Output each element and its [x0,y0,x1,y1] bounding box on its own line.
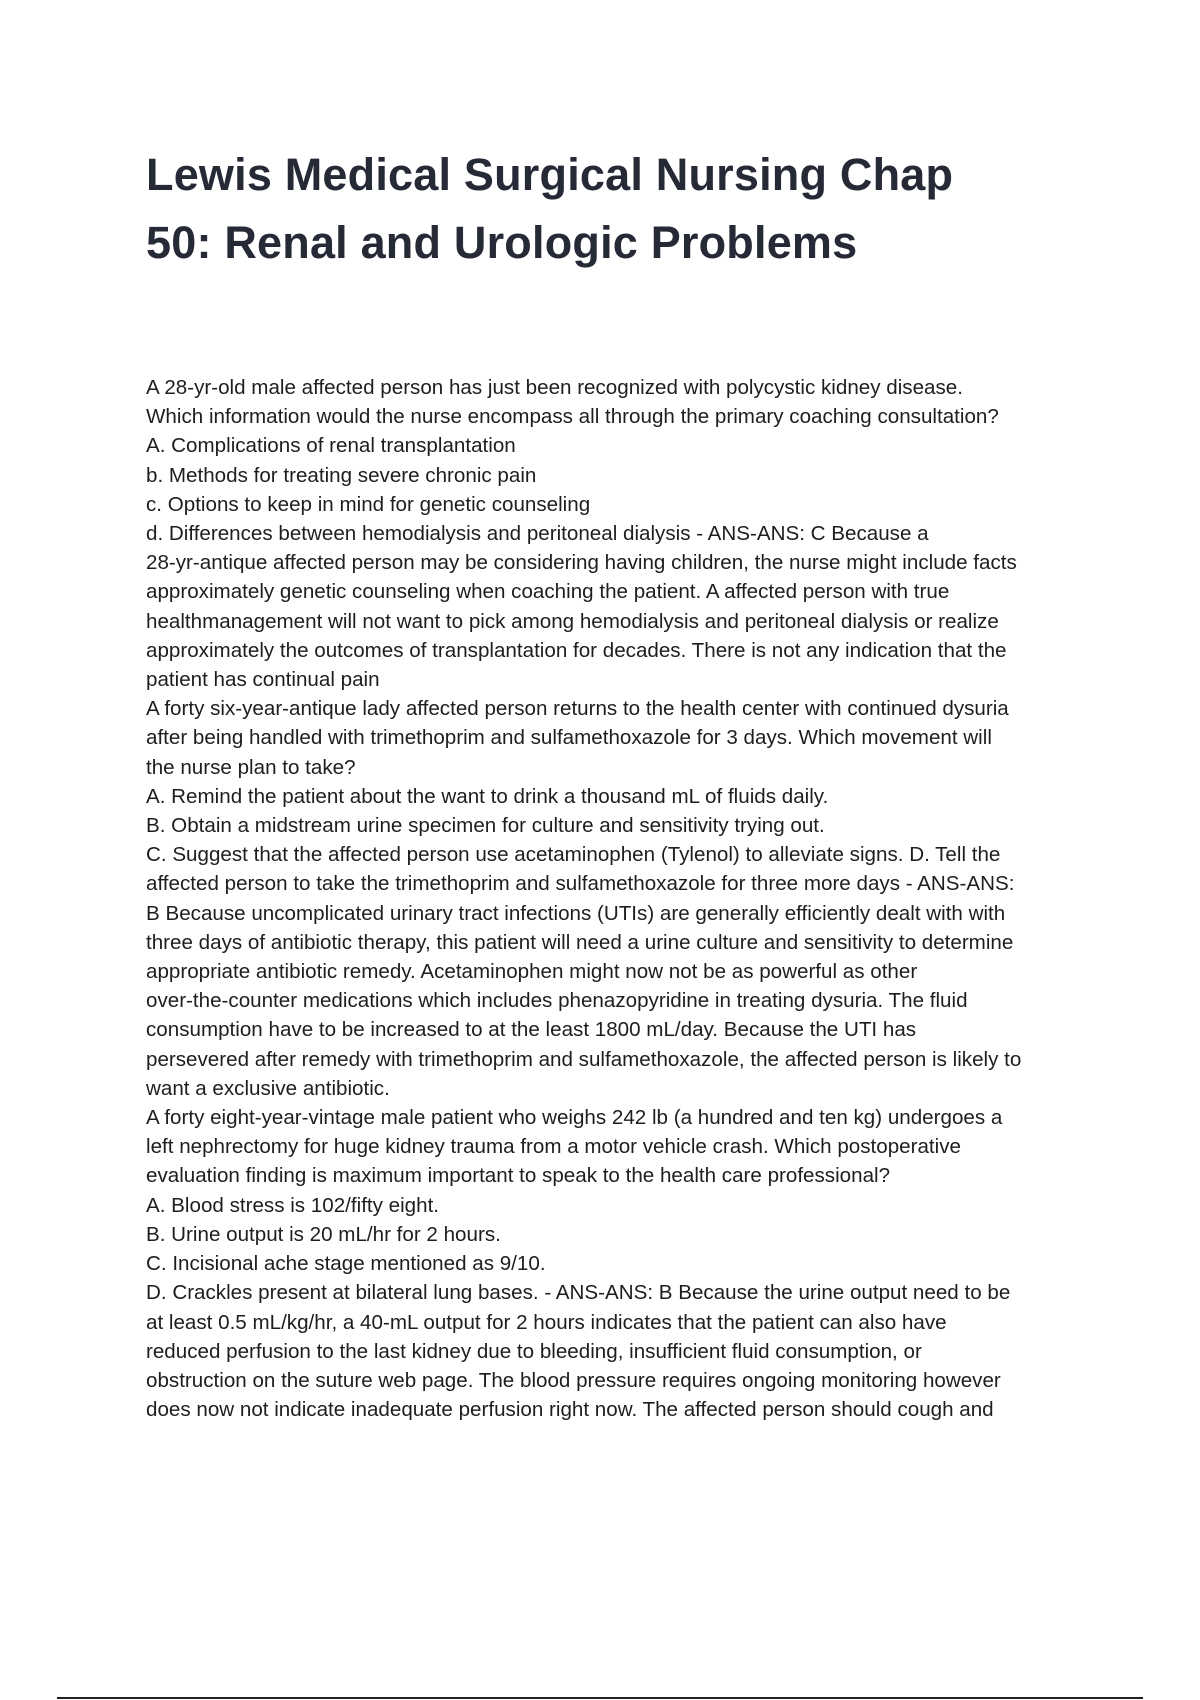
body-line: at least 0.5 mL/kg/hr, a 40-mL output for 2 hours indicates that the patient can also have [146,1310,947,1334]
body-line: A 28-yr-old male affected person has just been recognized with polycystic kidney disease. [146,376,963,399]
body-line: patient has continual pain [146,668,380,692]
body-line: A. Complications of renal transplantation [146,434,516,458]
body-line: three days of antibiotic therapy, this patient will need a urine culture and sensitivity to determine [146,930,1014,954]
body-line: does now not indicate inadequate perfusion right now. The affected person should cough and [146,1398,994,1422]
page-bottom-rule [57,1697,1143,1699]
body-line: want a exclusive antibiotic. [146,1076,390,1100]
body-line: A. Remind the patient about the want to drink a thousand mL of fluids daily. [146,784,829,808]
body-line: evaluation finding is maximum important to speak to the health care professional? [146,1164,891,1188]
body-line: the nurse plan to take? [146,755,356,779]
body-line: after being handled with trimethoprim and sulfamethoxazole for 3 days. Which movement will [146,726,992,750]
body-line: A. Blood stress is 102/fifty eight. [146,1193,440,1217]
body-line: persevered after remedy with trimethoprim and sulfamethoxazole, the affected person is likely to [146,1047,1022,1071]
document-title [146,141,1076,277]
body-line: over-the-counter medications which includes phenazopyridine in treating dysuria. The fluid [146,989,968,1013]
body-line: appropriate antibiotic remedy. Acetaminophen might now not be as powerful as other [146,960,918,984]
body-line: A forty six-year-antique lady affected person returns to the health center with continued dysuria [146,697,1009,721]
body-line: 28-yr-antique affected person may be considering having children, the nurse might include facts [146,551,1017,575]
body-line: approximately genetic counseling when coaching the patient. A affected person with true [146,580,950,604]
body-line: Which information would the nurse encompass all through the primary coaching consultation? [146,405,999,429]
body-line: reduced perfusion to the last kidney due to bleeding, insufficient fluid consumption, or [146,1339,922,1363]
body-line: consumption have to be increased to at the least 1800 mL/day. Because the UTI has [146,1018,917,1042]
body-line: healthmanagement will not want to pick among hemodialysis and peritoneal dialysis or realize [146,609,999,633]
body-line: A forty eight-year-vintage male patient who weighs 242 lb (a hundred and ten kg) undergoes a [146,1106,1003,1130]
title-line: 50: Renal and Urologic Problems [146,217,858,268]
body-line: approximately the outcomes of transplantation for decades. There is not any indication that the [146,638,1007,662]
body-line: B. Obtain a midstream urine specimen for culture and sensitivity trying out. [146,814,825,838]
title-line: Lewis Medical Surgical Nursing Chap [146,149,954,200]
body-line: left nephrectomy for huge kidney trauma from a motor vehicle crash. Which postoperative [146,1135,961,1159]
body-line: C. Suggest that the affected person use acetaminophen (Tylenol) to alleviate signs. D. Tell the [146,843,1001,867]
body-line: c. Options to keep in mind for genetic counseling [146,492,591,516]
body-line: obstruction on the suture web page. The blood pressure requires ongoing monitoring however [146,1368,1001,1392]
body-line: affected person to take the trimethoprim and sulfamethoxazole for three more days - ANS-ANS: [146,872,1015,896]
body-line: B Because uncomplicated urinary tract infections (UTIs) are generally efficiently dealt with with [146,901,1006,925]
body-line: D. Crackles present at bilateral lung bases. - ANS-ANS: B Because the urine output need to be [146,1281,1011,1305]
body-line: d. Differences between hemodialysis and peritoneal dialysis - ANS-ANS: C Because a [146,522,929,546]
document-body [146,373,1096,1424]
body-line: b. Methods for treating severe chronic pain [146,463,537,487]
body-line: C. Incisional ache stage mentioned as 9/10. [146,1252,546,1276]
body-line: B. Urine output is 20 mL/hr for 2 hours. [146,1222,501,1246]
